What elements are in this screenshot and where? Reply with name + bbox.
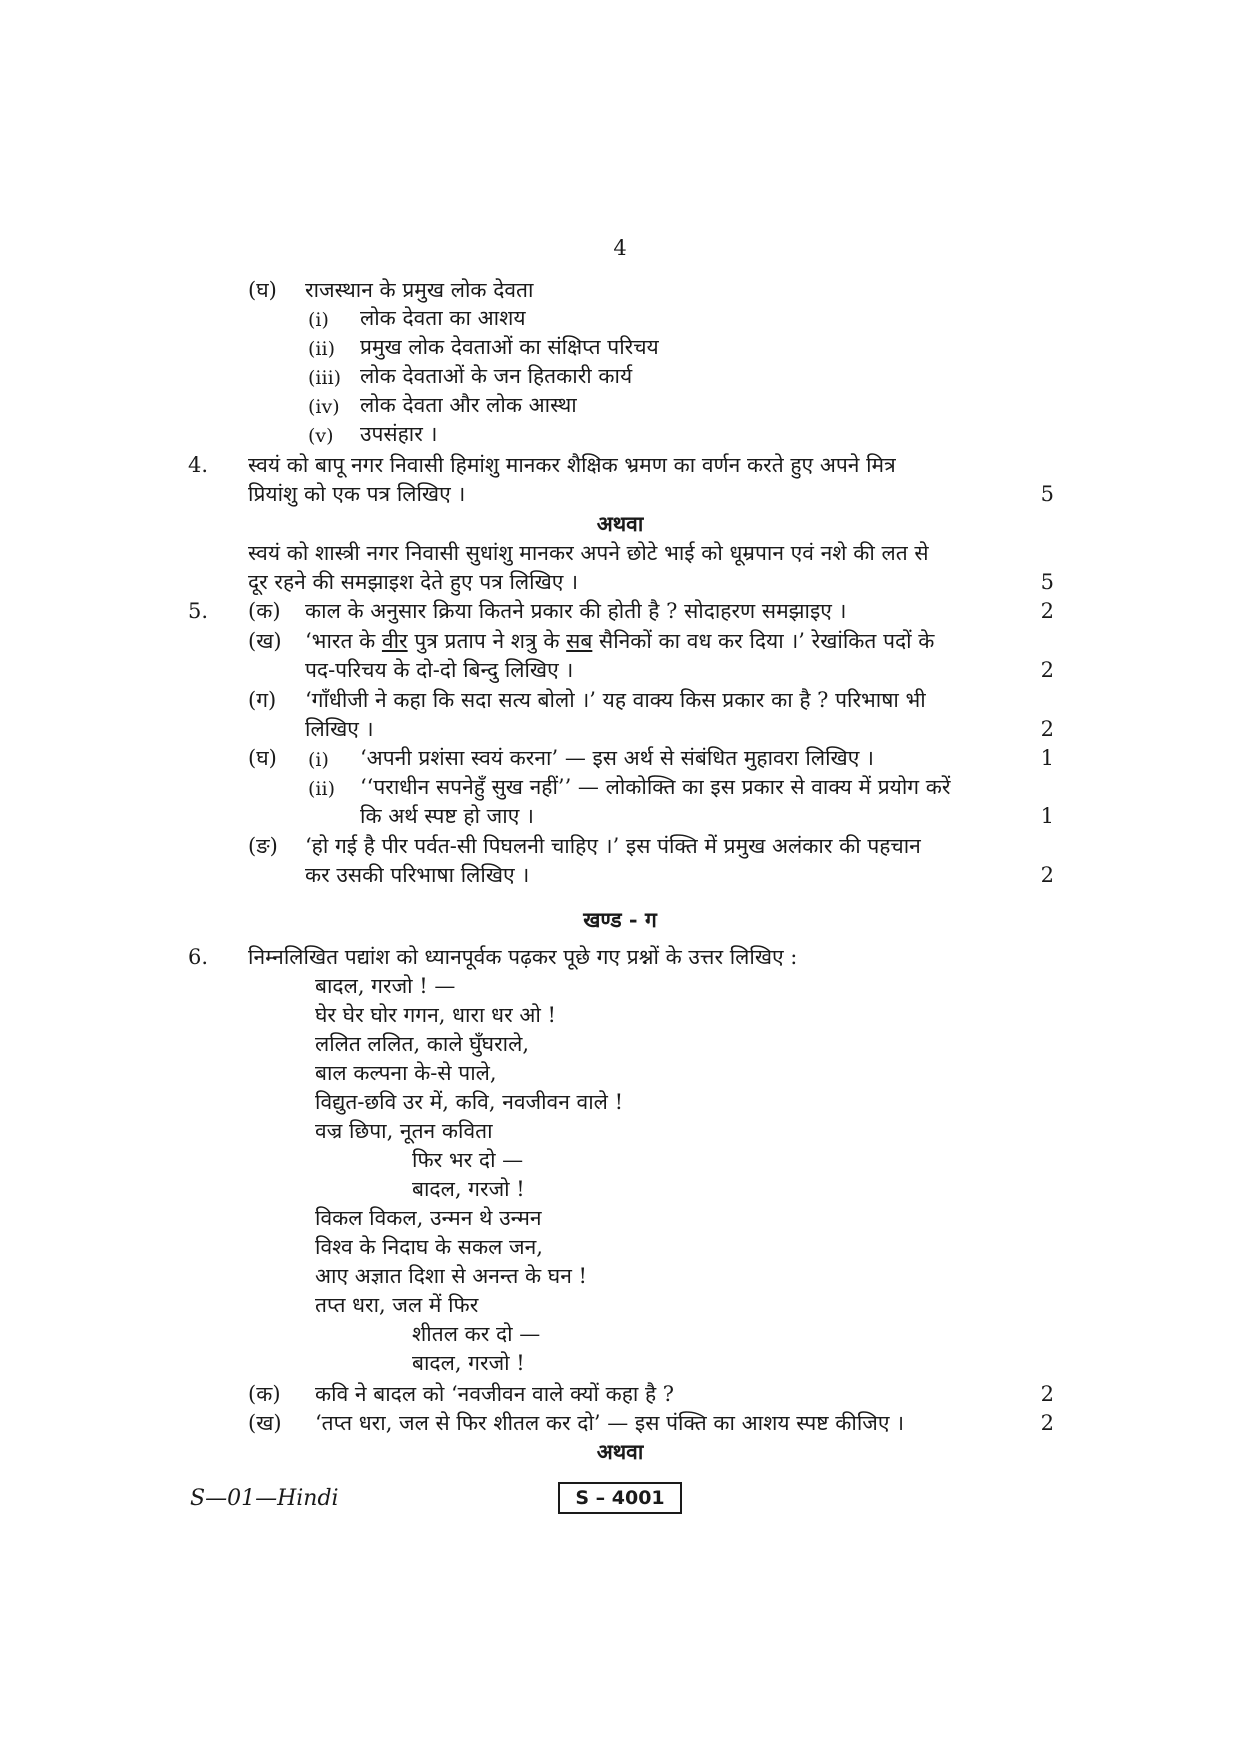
q5-gha-label: (घ)	[248, 746, 277, 770]
footer-subject-code: S—01—Hindi	[190, 1486, 339, 1511]
section-heading: खण्ड - ग	[583, 907, 657, 932]
poem-line: विकल विकल, उन्मन थे उन्मन	[315, 1206, 542, 1230]
point-label: (iii)	[308, 367, 342, 389]
q5-ga-line1: ‘गाँधीजी ने कहा कि सदा सत्य बोलो ।’ यह वाक्य किस प्रकार का है ? परिभाषा भी	[305, 688, 926, 712]
q6-ka-text: कवि ने बादल को ‘नवजीवन वाले क्यों कहा है ?	[315, 1382, 675, 1406]
poem-line: विद्युत-छवि उर में, कवि, नवजीवन वाले !	[315, 1090, 624, 1114]
q5-gha-i-label: (i)	[308, 749, 329, 771]
q6-kha-text: ‘तप्त धरा, जल से फिर शीतल कर दो’ — इस पंक्ति का आशय स्पष्ट कीजिए ।	[315, 1411, 905, 1435]
q6-ka-marks: 2	[1040, 1382, 1054, 1406]
q4-alt-marks: 5	[1040, 570, 1054, 594]
point-text: लोक देवताओं के जन हितकारी कार्य	[360, 364, 633, 388]
q6-kha-label: (ख)	[248, 1411, 282, 1435]
q5-kha-post: सैनिकों का वध कर दिया ।’ रेखांकित पदों के	[592, 629, 935, 653]
q5-number: 5.	[188, 599, 209, 623]
q5-ka-text: काल के अनुसार क्रिया कितने प्रकार की होती है ? सोदाहरण समझाइए ।	[305, 599, 847, 623]
poem-line: बादल, गरजो !	[412, 1351, 525, 1375]
point-label: (ii)	[308, 338, 335, 360]
q6-or: अथवा	[596, 1439, 644, 1464]
q5-nga-label: (ङ)	[248, 834, 278, 858]
q5-kha-line2: पद-परिचय के दो-दो बिन्दु लिखिए ।	[305, 658, 574, 682]
poem-line: तप्त धरा, जल में फिर	[315, 1293, 479, 1317]
q5-gha-i-marks: 1	[1040, 746, 1054, 770]
poem-line: वज्र छिपा, नूतन कविता	[315, 1119, 493, 1143]
point-text: उपसंहार ।	[360, 422, 438, 446]
q5-kha-pre: ‘भारत के	[305, 629, 382, 653]
q5-ga-label: (ग)	[248, 688, 277, 712]
paper-code-box: S – 4001	[558, 1482, 682, 1514]
poem-line: आए अज्ञात दिशा से अनन्त के घन !	[315, 1264, 587, 1288]
poem-line: बाल कल्पना के-से पाले,	[315, 1061, 497, 1085]
q4-number: 4.	[188, 453, 209, 477]
q5-kha-underlined-1: वीर	[381, 629, 408, 653]
q5-ga-line2: लिखिए ।	[305, 717, 374, 741]
q5-kha-mid: पुत्र प्रताप ने शत्रु के	[407, 629, 567, 653]
q6-ka-label: (क)	[248, 1382, 281, 1406]
poem-line: घेर घेर घोर गगन, धारा धर ओ !	[315, 1003, 556, 1027]
page-number: 4	[613, 236, 627, 260]
q3-gha-label: (घ)	[248, 278, 277, 302]
q3-gha-title: राजस्थान के प्रमुख लोक देवता	[305, 278, 534, 302]
q5-ka-marks: 2	[1040, 599, 1054, 623]
q5-kha-underlined-2: सब	[566, 629, 593, 653]
q5-kha-label: (ख)	[248, 629, 282, 653]
poem-line: विश्व के निदाघ के सकल जन,	[315, 1235, 543, 1259]
q4-alt-line1: स्वयं को शास्त्री नगर निवासी सुधांशु मानकर अपने छोटे भाई को धूम्रपान एवं नशे की लत से	[248, 541, 929, 565]
q6-instruction: निम्नलिखित पद्यांश को ध्यानपूर्वक पढ़कर पूछे गए प्रश्नों के उत्तर लिखिए :	[248, 945, 798, 969]
poem-line: बादल, गरजो !	[412, 1177, 525, 1201]
q5-gha-ii-line2: कि अर्थ स्पष्ट हो जाए ।	[360, 804, 534, 828]
point-label: (iv)	[308, 396, 340, 418]
point-label: (v)	[308, 425, 334, 447]
q5-gha-ii-marks: 1	[1040, 804, 1054, 828]
q5-gha-ii-label: (ii)	[308, 778, 335, 800]
q5-nga-line2: कर उसकी परिभाषा लिखिए ।	[305, 863, 530, 887]
q4-line1: स्वयं को बापू नगर निवासी हिमांशु मानकर शैक्षिक भ्रमण का वर्णन करते हुए अपने मित्र	[248, 453, 896, 477]
q4-alt-line2: दूर रहने की समझाइश देते हुए पत्र लिखिए ।	[248, 570, 579, 594]
q4-line2: प्रियांशु को एक पत्र लिखिए ।	[248, 482, 466, 506]
point-text: प्रमुख लोक देवताओं का संक्षिप्त परिचय	[360, 335, 659, 359]
poem-line: बादल, गरजो ! —	[315, 974, 456, 998]
point-text: लोक देवता और लोक आस्था	[360, 393, 577, 417]
q6-number: 6.	[188, 945, 209, 969]
q4-marks: 5	[1040, 482, 1054, 506]
q5-gha-i-text: ‘अपनी प्रशंसा स्वयं करना’ — इस अर्थ से संबंधित मुहावरा लिखिए ।	[360, 746, 874, 770]
point-text: लोक देवता का आशय	[360, 306, 526, 330]
q5-nga-line1: ‘हो गई है पीर पर्वत-सी पिघलनी चाहिए ।’ इस पंक्ति में प्रमुख अलंकार की पहचान	[305, 834, 921, 858]
q5-ga-marks: 2	[1040, 717, 1054, 741]
q5-ka-label: (क)	[248, 599, 281, 623]
poem-line: ललित ललित, काले घुँघराले,	[315, 1032, 530, 1056]
q6-kha-marks: 2	[1040, 1411, 1054, 1435]
q5-gha-ii-line1: ‘‘पराधीन सपनेहुँ सुख नहीं’’ — लोकोक्ति का इस प्रकार से वाक्य में प्रयोग करें	[360, 775, 951, 799]
poem-line: शीतल कर दो —	[412, 1322, 541, 1346]
poem-line: फिर भर दो —	[412, 1148, 524, 1172]
point-label: (i)	[308, 309, 329, 331]
q4-or: अथवा	[596, 511, 644, 536]
q5-nga-marks: 2	[1040, 863, 1054, 887]
q5-kha-line1	[305, 627, 934, 655]
q5-kha-marks: 2	[1040, 658, 1054, 682]
